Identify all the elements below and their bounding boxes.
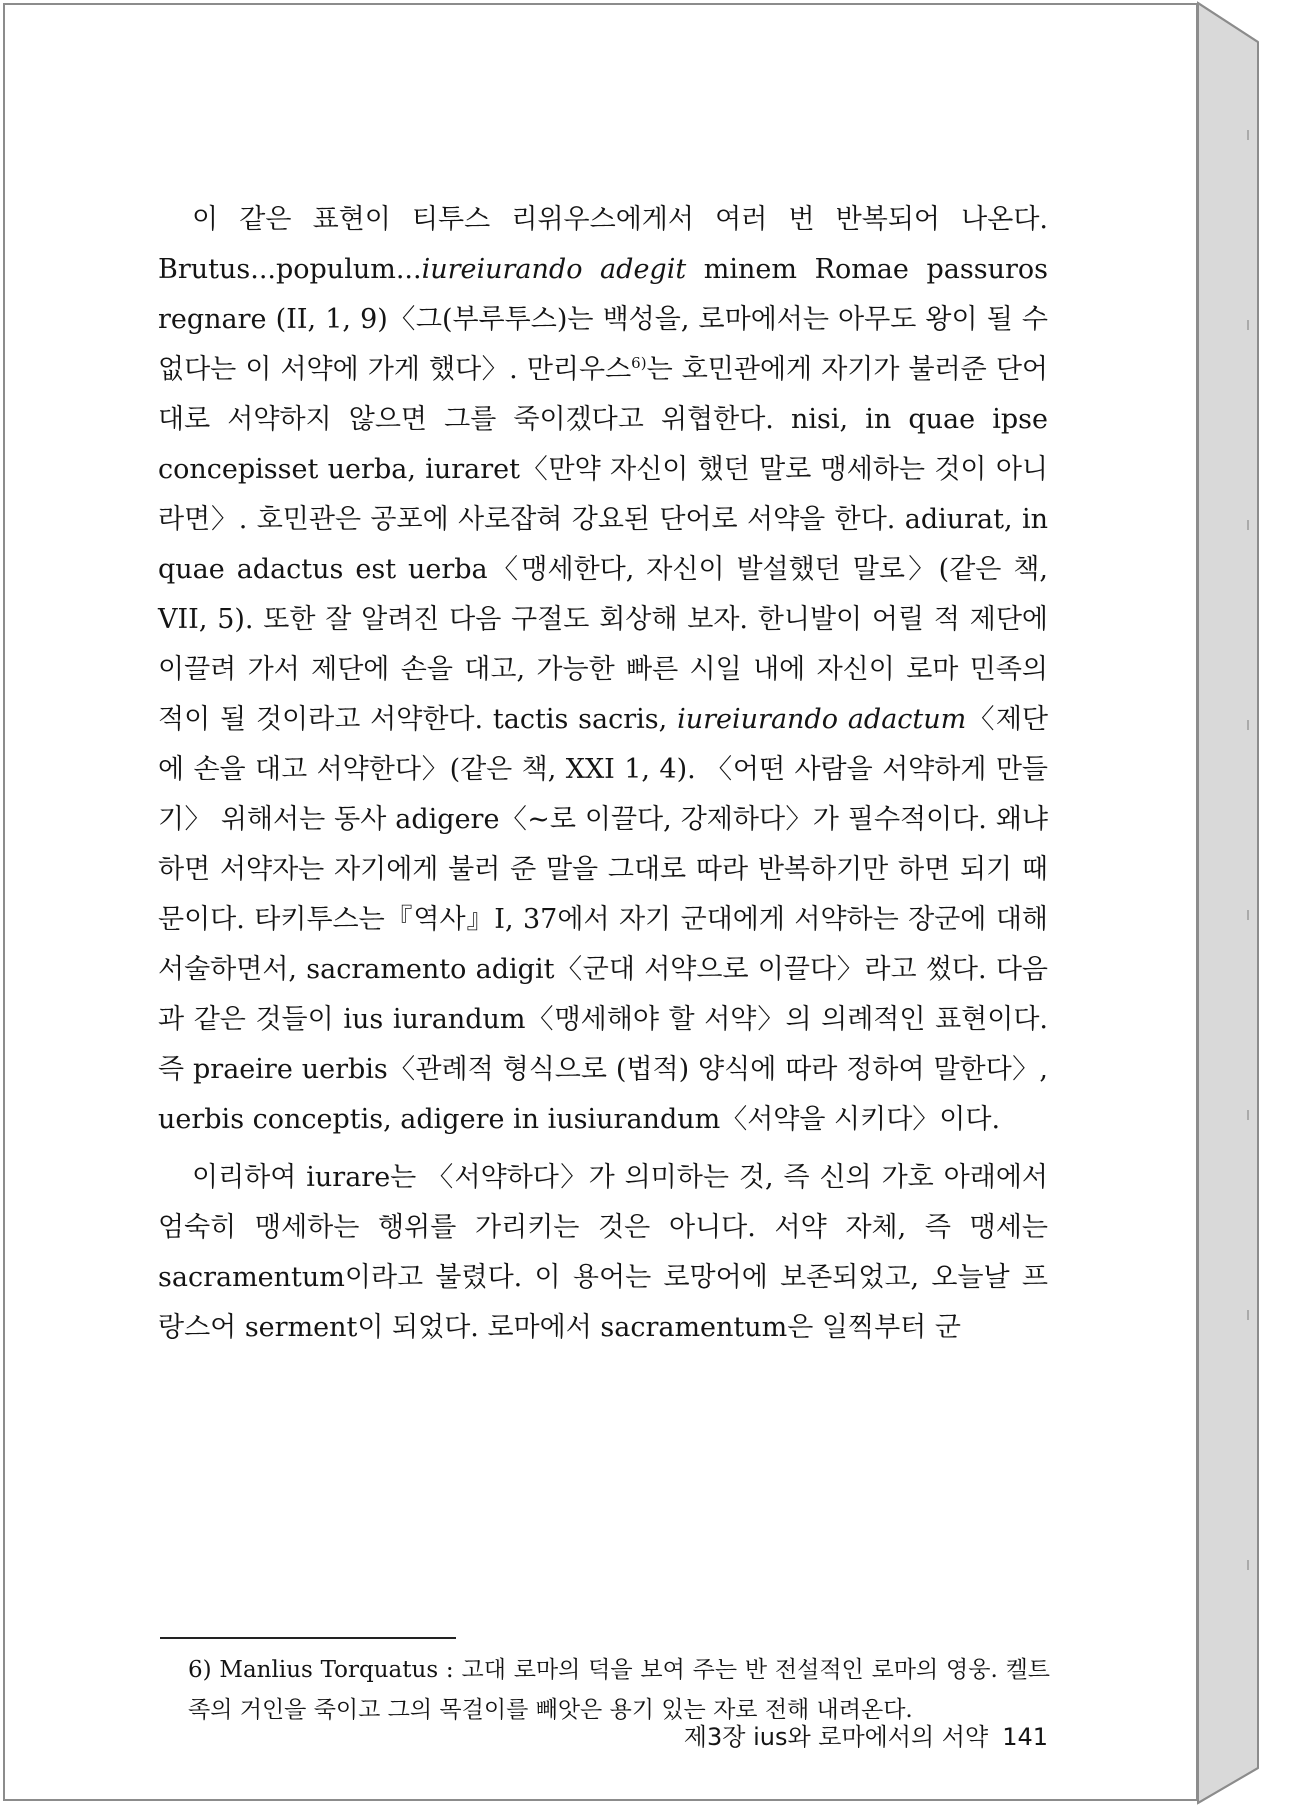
footnote-6 (188, 1650, 1050, 1730)
p1-seg-2: minem Romae passuros regnare (II, 1, 9)〈그(부루투스)는 백성을, 로마에서는 아무도 왕이 될 수 없다는 이 서약에 가게 했다〉. 만리우스 (158, 254, 1048, 385)
footnote-marker: 6) (188, 1657, 212, 1683)
paragraph-2 (158, 1153, 1048, 1353)
p1-seg-1-italic: iureiurando adegit (421, 254, 687, 285)
running-footer (648, 1722, 1048, 1752)
p1-seg-4: 는 호민관에게 자기가 불러준 단어대로 서약하지 않으면 그를 죽이겠다고 위협한다. nisi, in quae ipse concepisset uerba, iuraret〈만약 자신이 했던 말로 맹세하는 것이 아니라면〉. 호민관은 공포에 사로잡혀 강요된 단어로 서약을 한다. adiurat, in quae adactus est uerba〈맹세한다, 자신이 발설했던 말로〉(같은 책, VII, 5). 또한 잘 알려진 다음 구절도 회상해 보자. 한니발이 어릴 적 제단에 이끌려 가서 제단에 손을 대고, 가능한 빠른 시일 내에 자신이 로마 민족의 적이 될 것이라고 서약한다. tactis sacris, (158, 354, 1048, 735)
paragraph-1 (158, 195, 1048, 1145)
page-number: 141 (1002, 1723, 1048, 1751)
body-text (158, 195, 1048, 1353)
p1-seg-0: 이 같은 표현이 티투스 리위우스에게서 여러 번 반복되어 나온다. Brutus...populum... (158, 204, 1048, 285)
footnote-divider (160, 1637, 456, 1639)
footnote-text: Manlius Torquatus : 고대 로마의 덕을 보여 주는 반 전설적인 로마의 영웅. 켈트족의 거인을 죽이고 그의 목걸이를 빼앗은 용기 있는 자로 전해 내려온다. (188, 1657, 1051, 1723)
p2-seg-0: 이리하여 iurare는 〈서약하다〉가 의미하는 것, 즉 신의 가호 아래에서 엄숙히 맹세하는 행위를 가리키는 것은 아니다. 서약 자체, 즉 맹세는 sacramentum이라고 불렸다. 이 용어는 로망어에 보존되었고, 오늘날 프랑스어 serment이 되었다. 로마에서 sacramentum은 일찍부터 군 (158, 1162, 1048, 1343)
footnote-ref-6[interactable]: 6) (631, 354, 647, 372)
p1-seg-5-italic: iureiurando adactum (677, 704, 967, 735)
chapter-title: 제3장 ius와 로마에서의 서약 (683, 1723, 989, 1751)
p1-seg-6: 〈제단에 손을 대고 서약한다〉(같은 책, XXI 1, 4). 〈어떤 사람을 서약하게 만들기〉 위해서는 동사 adigere〈~로 이끌다, 강제하다〉가 필수적이다. 왜냐하면 서약자는 자기에게 불러 준 말을 그대로 따라 반복하기만 하면 되기 때문이다. 타키투스는『역사』I, 37에서 자기 군대에게 서약하는 장군에 대해 서술하면서, sacramento adigit〈군대 서약으로 이끌다〉라고 썼다. 다음과 같은 것들이 ius iurandum〈맹세해야 할 서약〉의 의례적인 표현이다. 즉 praeire uerbis〈관례적 형식으로 (법적) 양식에 따라 정하여 말한다〉, uerbis conceptis, adigere in iusiurandum〈서약을 시키다〉이다. (158, 704, 1048, 1135)
